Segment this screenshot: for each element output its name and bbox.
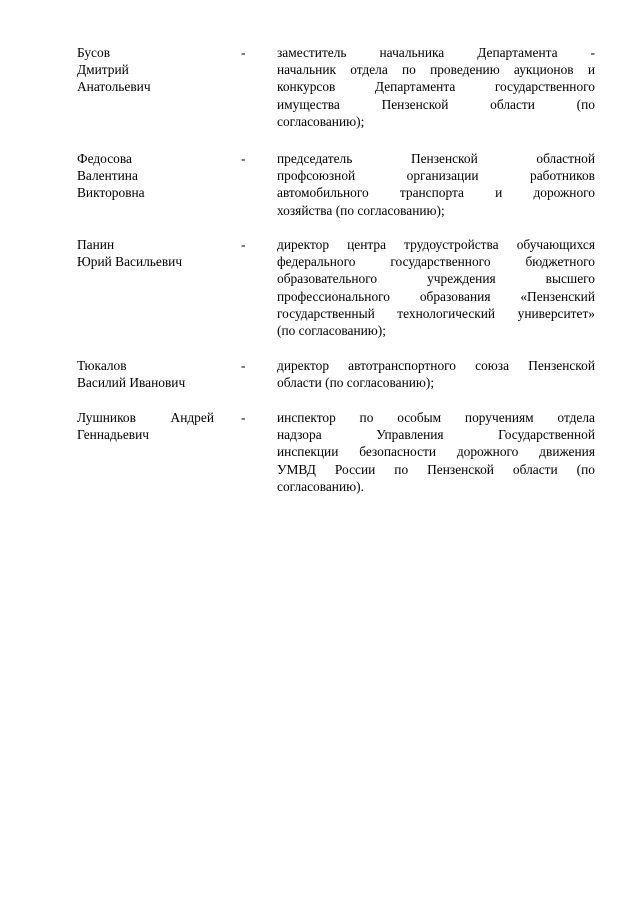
position-line: (по согласованию); — [277, 323, 386, 339]
position-line: согласованию); — [277, 113, 365, 129]
position-line: профессионального образования «Пензенский — [277, 288, 595, 304]
position-line: председатель Пензенской областной — [277, 151, 595, 166]
position-line: профсоюзной организации работников — [277, 168, 595, 184]
separator-dash: - — [241, 151, 246, 166]
position-line: начальник отдела по проведению аукционов и — [277, 62, 595, 78]
member-name — [77, 409, 217, 443]
position-line: образовательного учреждения высшего — [277, 271, 595, 287]
position-line: области (по согласованию); — [277, 375, 435, 391]
separator-dash: - — [241, 45, 246, 60]
position-line: инспекции безопасности дорожного движения — [277, 444, 595, 460]
name-line: Панин — [77, 237, 115, 252]
name-line: Федосова — [77, 151, 132, 166]
position-line: директор автотранспортного союза Пензенской — [277, 358, 595, 373]
name-line: Юрий Васильевич — [77, 254, 183, 270]
name-word: Лушников — [77, 410, 136, 425]
member-name — [77, 357, 217, 391]
separator-dash: - — [241, 410, 246, 425]
name-line: Анатольевич — [77, 79, 151, 95]
position-line: имущества Пензенской области (по — [277, 96, 595, 112]
name-line — [77, 409, 214, 426]
name-line: Геннадьевич — [77, 427, 150, 443]
position-line: государственный технологический университет» — [277, 305, 595, 321]
position-line: автомобильного транспорта и дорожного — [277, 185, 595, 201]
name-line: Тюкалов — [77, 358, 127, 373]
position-line: УМВД России по Пензенской области (по — [277, 461, 595, 477]
name-line: Дмитрий — [77, 62, 129, 78]
member-name — [77, 236, 217, 270]
name-line: Викторовна — [77, 185, 145, 201]
name-line: Валентина — [77, 168, 138, 184]
name-line: Василий Иванович — [77, 375, 186, 391]
name-word: Андрей — [170, 410, 214, 425]
position-line: заместитель начальника Департамента - — [277, 45, 595, 60]
position-line: конкурсов Департамента государственного — [277, 79, 595, 95]
member-name — [77, 44, 217, 96]
member-position — [277, 409, 595, 495]
position-line: инспектор по особым поручениям отдела — [277, 410, 595, 425]
member-name — [77, 150, 217, 202]
member-position — [277, 150, 595, 219]
position-line: согласованию). — [277, 478, 364, 494]
position-line: федерального государственного бюджетного — [277, 254, 595, 270]
position-line: хозяйства (по согласованию); — [277, 202, 445, 218]
position-line: директор центра трудоустройства обучающихся — [277, 237, 595, 252]
member-position — [277, 236, 595, 339]
separator-dash: - — [241, 237, 246, 252]
separator-dash: - — [241, 358, 246, 373]
member-position — [277, 44, 595, 130]
name-line: Бусов — [77, 45, 111, 60]
position-line: надзора Управления Государственной — [277, 427, 595, 443]
member-position — [277, 357, 595, 391]
